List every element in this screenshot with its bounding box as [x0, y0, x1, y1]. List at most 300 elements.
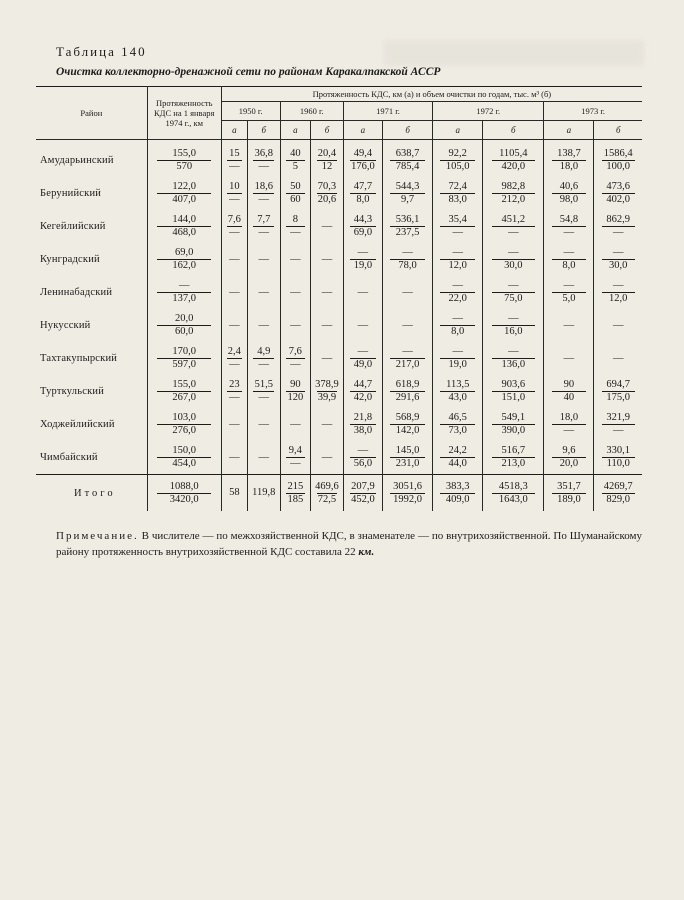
cell-denominator: 83,0 — [440, 193, 475, 206]
cell-numerator: 1105,4 — [499, 148, 528, 159]
cell-numerator: 70,3 — [317, 181, 337, 192]
cell-numerator: 144,0 — [172, 214, 197, 225]
cell-value: — — [229, 451, 240, 463]
table-cell — [221, 408, 247, 441]
cell-numerator: 9,6 — [562, 445, 576, 456]
cell-value: — — [229, 319, 240, 331]
cell-numerator: — — [452, 247, 463, 258]
table-cell — [280, 441, 311, 475]
cell-value: — — [321, 220, 333, 232]
cell-denominator: 136,0 — [492, 358, 535, 371]
table-cell — [383, 375, 433, 408]
footnote — [56, 528, 642, 560]
cell-denominator: 162,0 — [157, 259, 211, 272]
table-row — [36, 276, 642, 309]
cell-denominator: 231,0 — [390, 457, 425, 470]
cell-denominator: 19,0 — [350, 259, 376, 272]
table-cell — [433, 210, 483, 243]
table-cell — [544, 309, 594, 342]
table-cell — [483, 243, 544, 276]
table-cell — [311, 140, 344, 178]
table-cell — [594, 140, 642, 178]
table-cell — [343, 342, 382, 375]
header-district: Район — [36, 87, 147, 140]
cell-numerator: 50 — [290, 181, 301, 192]
cell-numerator: 4269,7 — [603, 480, 633, 492]
table-cell — [221, 309, 247, 342]
table-cell — [147, 441, 221, 475]
table-cell — [311, 177, 344, 210]
table-cell — [544, 276, 594, 309]
cell-value: — — [258, 286, 270, 298]
cell-numerator: 155,0 — [172, 379, 197, 390]
cell-value: — — [229, 253, 240, 265]
cell-value: — — [357, 319, 369, 331]
cell-numerator: 46,5 — [448, 412, 467, 423]
district-name: Тахтакупырский — [40, 353, 118, 364]
cell-denominator: — — [227, 358, 242, 371]
cell-numerator: — — [612, 280, 624, 291]
table-cell — [280, 210, 311, 243]
cell-denominator: 22,0 — [440, 292, 475, 305]
table-cell — [343, 276, 382, 309]
table-cell — [280, 475, 311, 512]
table-cell — [147, 309, 221, 342]
table-cell — [311, 342, 344, 375]
cell-value: — — [258, 418, 270, 430]
cell-denominator: 73,0 — [440, 424, 475, 437]
table-cell — [147, 342, 221, 375]
table-cell — [544, 210, 594, 243]
table-cell — [383, 210, 433, 243]
cell-numerator: — — [357, 445, 369, 456]
cell-denominator: 267,0 — [157, 391, 211, 404]
table-cell — [383, 177, 433, 210]
table-cell — [343, 243, 382, 276]
cell-numerator: 40,6 — [559, 181, 579, 192]
header-year: 1971 г. — [343, 102, 432, 121]
cell-numerator: 18,6 — [254, 181, 273, 192]
table-cell — [433, 342, 483, 375]
cell-denominator: — — [253, 358, 274, 371]
cell-numerator: 638,7 — [395, 148, 420, 159]
cell-numerator: 7,7 — [257, 214, 271, 225]
cell-denominator: 39,9 — [317, 392, 337, 403]
table-cell — [221, 375, 247, 408]
cell-numerator: 351,7 — [557, 480, 581, 492]
cell-denominator: 44,0 — [440, 457, 475, 470]
header-sub: а — [544, 121, 594, 140]
cell-numerator: 7,6 — [227, 214, 241, 225]
table-cell — [383, 309, 433, 342]
table-cell — [544, 475, 594, 512]
cell-numerator: — — [452, 280, 463, 291]
cell-denominator: 18,0 — [552, 160, 587, 173]
cell-denominator: 185 — [287, 493, 304, 505]
cell-numerator: 1088,0 — [169, 480, 199, 492]
cell-numerator: 145,0 — [395, 445, 420, 456]
table-row — [36, 243, 642, 276]
footnote-unit: км. — [358, 546, 375, 558]
cell-denominator: 12 — [317, 160, 338, 173]
table-cell — [221, 342, 247, 375]
cell-numerator: 378,9 — [315, 379, 339, 390]
table-row — [36, 140, 642, 178]
table-cell — [483, 276, 544, 309]
table-cell — [147, 408, 221, 441]
cell-numerator: 23 — [229, 379, 240, 390]
total-label: Итого — [36, 475, 147, 512]
table-cell — [383, 243, 433, 276]
footnote-text: В числителе — по межхозяйственной КДС, в знаменателе — по внутрихозяйственной. По Шуманайскому району протяженность внутрихозяйственной КДС составила 22 — [56, 530, 642, 558]
cell-value: — — [321, 418, 333, 430]
table-row — [36, 210, 642, 243]
table-cell — [221, 210, 247, 243]
table-cell — [147, 243, 221, 276]
table-cell — [247, 408, 280, 441]
table-cell — [433, 441, 483, 475]
cell-denominator: — — [440, 226, 475, 239]
table-cell — [433, 375, 483, 408]
table-cell — [221, 475, 247, 512]
cell-numerator: — — [508, 313, 519, 324]
cell-numerator: 4518,3 — [498, 480, 528, 492]
table-cell — [483, 210, 544, 243]
table-cell — [594, 276, 642, 309]
cell-denominator: 176,0 — [351, 161, 375, 172]
district-name: Турткульский — [40, 386, 105, 397]
header-length: Протяженность КДС на 1 января 1974 г., км — [147, 87, 221, 140]
district-name: Ходжейлийский — [40, 419, 115, 430]
cell-denominator: 60 — [286, 193, 305, 206]
table-cell — [383, 276, 433, 309]
cell-numerator: 321,9 — [606, 412, 631, 423]
cell-numerator: 36,8 — [254, 148, 273, 159]
table-cell — [311, 441, 344, 475]
table-cell — [433, 276, 483, 309]
cell-numerator: 9,4 — [288, 445, 302, 456]
cell-denominator: 597,0 — [157, 358, 211, 371]
cell-value: — — [563, 319, 575, 331]
cell-denominator: 20,0 — [552, 457, 587, 470]
cell-numerator: 90 — [563, 379, 575, 390]
cell-numerator: 47,7 — [353, 181, 373, 192]
cell-numerator: 4,9 — [257, 346, 271, 357]
table-cell — [483, 309, 544, 342]
header-sub: б — [311, 121, 344, 140]
cell-numerator: 3051,6 — [393, 480, 423, 492]
cell-denominator: 30,0 — [602, 259, 635, 272]
cell-numerator: 383,3 — [445, 480, 470, 492]
cell-numerator: — — [452, 346, 463, 357]
cell-denominator: 38,0 — [350, 424, 376, 437]
cell-numerator: — — [357, 247, 369, 258]
cell-denominator: 137,0 — [157, 292, 211, 305]
cell-denominator: — — [552, 424, 587, 437]
cell-numerator: 90 — [290, 379, 301, 390]
table-cell — [147, 475, 221, 512]
cell-denominator: — — [227, 226, 242, 239]
cell-value: — — [290, 319, 301, 331]
cell-value: — — [258, 451, 270, 463]
header-sub: б — [247, 121, 280, 140]
cell-denominator: 8,0 — [440, 325, 475, 338]
table-row — [36, 441, 642, 475]
total-row — [36, 475, 642, 512]
cell-numerator: 544,3 — [395, 181, 420, 192]
cell-denominator: 12,0 — [602, 292, 635, 305]
cell-denominator: 40 — [552, 391, 587, 404]
cell-numerator: 44,7 — [353, 379, 373, 390]
cell-denominator: 78,0 — [390, 259, 425, 272]
cell-numerator: 72,4 — [448, 181, 467, 192]
table-cell — [221, 177, 247, 210]
table-cell — [280, 375, 311, 408]
cell-denominator: — — [552, 226, 587, 239]
table-cell — [147, 140, 221, 178]
table-row — [36, 177, 642, 210]
cell-numerator: 536,1 — [395, 214, 420, 225]
cell-denominator: 785,4 — [390, 160, 425, 173]
cell-denominator: 217,0 — [390, 358, 425, 371]
cell-numerator: 903,6 — [501, 379, 526, 390]
cell-denominator: 20,6 — [317, 194, 337, 205]
table-cell — [483, 475, 544, 512]
header-year: 1972 г. — [433, 102, 544, 121]
cell-denominator: 43,0 — [440, 391, 475, 404]
cell-numerator: 15 — [229, 148, 240, 159]
cell-numerator: 8 — [292, 214, 298, 225]
table-cell — [544, 408, 594, 441]
table-cell — [544, 441, 594, 475]
cell-denominator: 829,0 — [602, 493, 635, 506]
table-cell — [221, 243, 247, 276]
table-cell — [247, 140, 280, 178]
cell-denominator: 60,0 — [157, 325, 211, 338]
cell-denominator: 16,0 — [492, 325, 535, 338]
table-cell — [311, 408, 344, 441]
header-sub: а — [343, 121, 382, 140]
cell-value: — — [290, 253, 301, 265]
cell-denominator: 237,5 — [390, 226, 425, 239]
table-cell — [483, 177, 544, 210]
cell-value: — — [321, 352, 333, 364]
table-cell — [594, 177, 642, 210]
footnote-label: Примечание. — [56, 530, 139, 542]
table-cell — [247, 309, 280, 342]
cell-numerator: 549,1 — [501, 412, 526, 423]
table-cell — [147, 210, 221, 243]
table-cell — [433, 177, 483, 210]
table-cell — [433, 140, 483, 178]
table-cell — [280, 276, 311, 309]
table-cell — [311, 243, 344, 276]
header-group: Протяженность КДС, км (а) и объем очистки по годам, тыс. м³ (б) — [221, 87, 642, 102]
cell-denominator: 9,7 — [390, 193, 425, 206]
cell-value: — — [321, 286, 333, 298]
cell-denominator: 105,0 — [440, 160, 475, 173]
cell-denominator: — — [253, 391, 274, 404]
cell-denominator: 56,0 — [350, 457, 376, 470]
cell-value: — — [402, 286, 413, 298]
cell-numerator: — — [563, 247, 575, 258]
cell-denominator: 30,0 — [492, 259, 535, 272]
cell-numerator: — — [612, 247, 624, 258]
cell-value: 58 — [229, 487, 240, 498]
table-cell — [594, 375, 642, 408]
table-cell — [544, 177, 594, 210]
table-cell — [544, 375, 594, 408]
table-cell — [221, 276, 247, 309]
table-title: Очистка коллекторно-дренажной сети по районам Каракалпакской АССР — [56, 66, 441, 78]
cell-value: — — [321, 451, 333, 463]
cell-numerator: 20,0 — [175, 313, 194, 324]
cell-denominator: 8,0 — [552, 259, 587, 272]
district-name: Кунградский — [40, 254, 100, 265]
cell-denominator: 12,0 — [440, 259, 475, 272]
table-cell — [383, 441, 433, 475]
cell-denominator: 42,0 — [350, 391, 376, 404]
district-name: Нукусский — [40, 320, 91, 331]
table-cell — [483, 342, 544, 375]
cell-denominator: — — [227, 160, 242, 173]
cell-value: — — [258, 253, 270, 265]
table-cell — [280, 408, 311, 441]
cell-numerator: 2,4 — [227, 346, 241, 357]
table-cell — [383, 140, 433, 178]
cell-denominator: 19,0 — [440, 358, 475, 371]
table-cell — [247, 210, 280, 243]
cell-denominator: 5 — [286, 160, 305, 173]
cell-numerator: 469,6 — [315, 480, 339, 492]
header-year: 1960 г. — [280, 102, 343, 121]
cell-denominator: 8,0 — [350, 193, 376, 206]
table-cell — [343, 375, 382, 408]
cell-numerator: 568,9 — [395, 412, 420, 423]
table-cell — [343, 177, 382, 210]
table-row — [36, 375, 642, 408]
cell-denominator: 390,0 — [492, 424, 535, 437]
table-cell — [594, 475, 642, 512]
cell-numerator: — — [402, 247, 413, 258]
header-sub: б — [594, 121, 642, 140]
table-row — [36, 408, 642, 441]
cell-denominator: 142,0 — [390, 424, 425, 437]
table-cell — [343, 140, 382, 178]
cell-numerator: 170,0 — [172, 346, 197, 357]
table-cell — [343, 408, 382, 441]
cell-denominator: — — [492, 226, 535, 239]
cell-numerator: 10 — [229, 181, 240, 192]
table-cell — [343, 441, 382, 475]
header-year: 1973 г. — [544, 102, 642, 121]
cell-denominator: 75,0 — [492, 292, 535, 305]
cell-numerator: 92,2 — [448, 148, 467, 159]
cell-denominator: 276,0 — [157, 424, 211, 437]
table-cell — [343, 309, 382, 342]
table-cell — [544, 140, 594, 178]
cell-numerator: 207,9 — [351, 480, 375, 492]
cell-numerator: — — [452, 313, 463, 324]
cell-value: — — [612, 319, 624, 331]
table-cell — [544, 243, 594, 276]
cell-value: — — [290, 286, 301, 298]
cell-numerator: 49,4 — [353, 148, 373, 159]
table-cell — [247, 276, 280, 309]
table-row — [36, 309, 642, 342]
cell-numerator: 103,0 — [172, 412, 197, 423]
table-cell — [311, 375, 344, 408]
cell-numerator: — — [563, 280, 575, 291]
cell-denominator: 291,6 — [390, 391, 425, 404]
cell-denominator: 120 — [287, 392, 304, 403]
table-row — [36, 342, 642, 375]
cell-denominator: 72,5 — [317, 493, 337, 505]
table-cell — [433, 309, 483, 342]
cell-numerator: — — [508, 247, 519, 258]
cell-denominator: 5,0 — [552, 292, 587, 305]
cell-numerator: 18,0 — [559, 412, 579, 423]
table-cell — [221, 140, 247, 178]
cell-denominator: 570 — [157, 160, 211, 173]
cell-denominator: 420,0 — [492, 160, 535, 173]
table-cell — [280, 342, 311, 375]
table-cell — [311, 309, 344, 342]
cell-denominator: — — [253, 226, 274, 239]
table-cell — [594, 342, 642, 375]
table-cell — [247, 375, 280, 408]
cell-numerator: 215 — [287, 480, 304, 492]
district-name: Амударьинский — [40, 155, 114, 166]
table-cell — [247, 342, 280, 375]
cell-value: — — [229, 286, 240, 298]
cell-numerator: — — [357, 346, 369, 357]
cell-denominator: — — [602, 424, 635, 437]
cell-denominator: — — [286, 358, 305, 371]
header-sub: б — [383, 121, 433, 140]
cell-numerator: — — [178, 280, 190, 291]
table-cell — [311, 475, 344, 512]
table-cell — [433, 408, 483, 441]
table-cell — [247, 243, 280, 276]
header-sub: а — [221, 121, 247, 140]
cell-numerator: 155,0 — [172, 148, 197, 159]
table-cell — [383, 475, 433, 512]
cell-denominator: — — [253, 193, 274, 206]
cell-numerator: 473,6 — [606, 181, 631, 192]
cell-numerator: 122,0 — [172, 181, 197, 192]
cell-denominator: 468,0 — [157, 226, 211, 239]
cell-numerator: 330,1 — [606, 445, 631, 456]
cell-numerator: 40 — [290, 148, 301, 159]
cell-value: — — [290, 418, 301, 430]
cell-denominator: 189,0 — [552, 493, 587, 506]
cell-denominator: 1643,0 — [492, 493, 535, 506]
cell-numerator: — — [508, 280, 519, 291]
cell-denominator: 454,0 — [157, 457, 211, 470]
cell-numerator: 618,9 — [395, 379, 420, 390]
cell-denominator: 110,0 — [602, 457, 635, 470]
cell-numerator: 113,5 — [446, 379, 470, 390]
cell-numerator: 451,2 — [501, 214, 526, 225]
header-sub: а — [280, 121, 311, 140]
table-cell — [247, 177, 280, 210]
cell-denominator: 151,0 — [492, 391, 535, 404]
cell-denominator: 175,0 — [602, 391, 635, 404]
table-cell — [383, 342, 433, 375]
table-cell — [433, 475, 483, 512]
cell-denominator: — — [286, 457, 305, 470]
